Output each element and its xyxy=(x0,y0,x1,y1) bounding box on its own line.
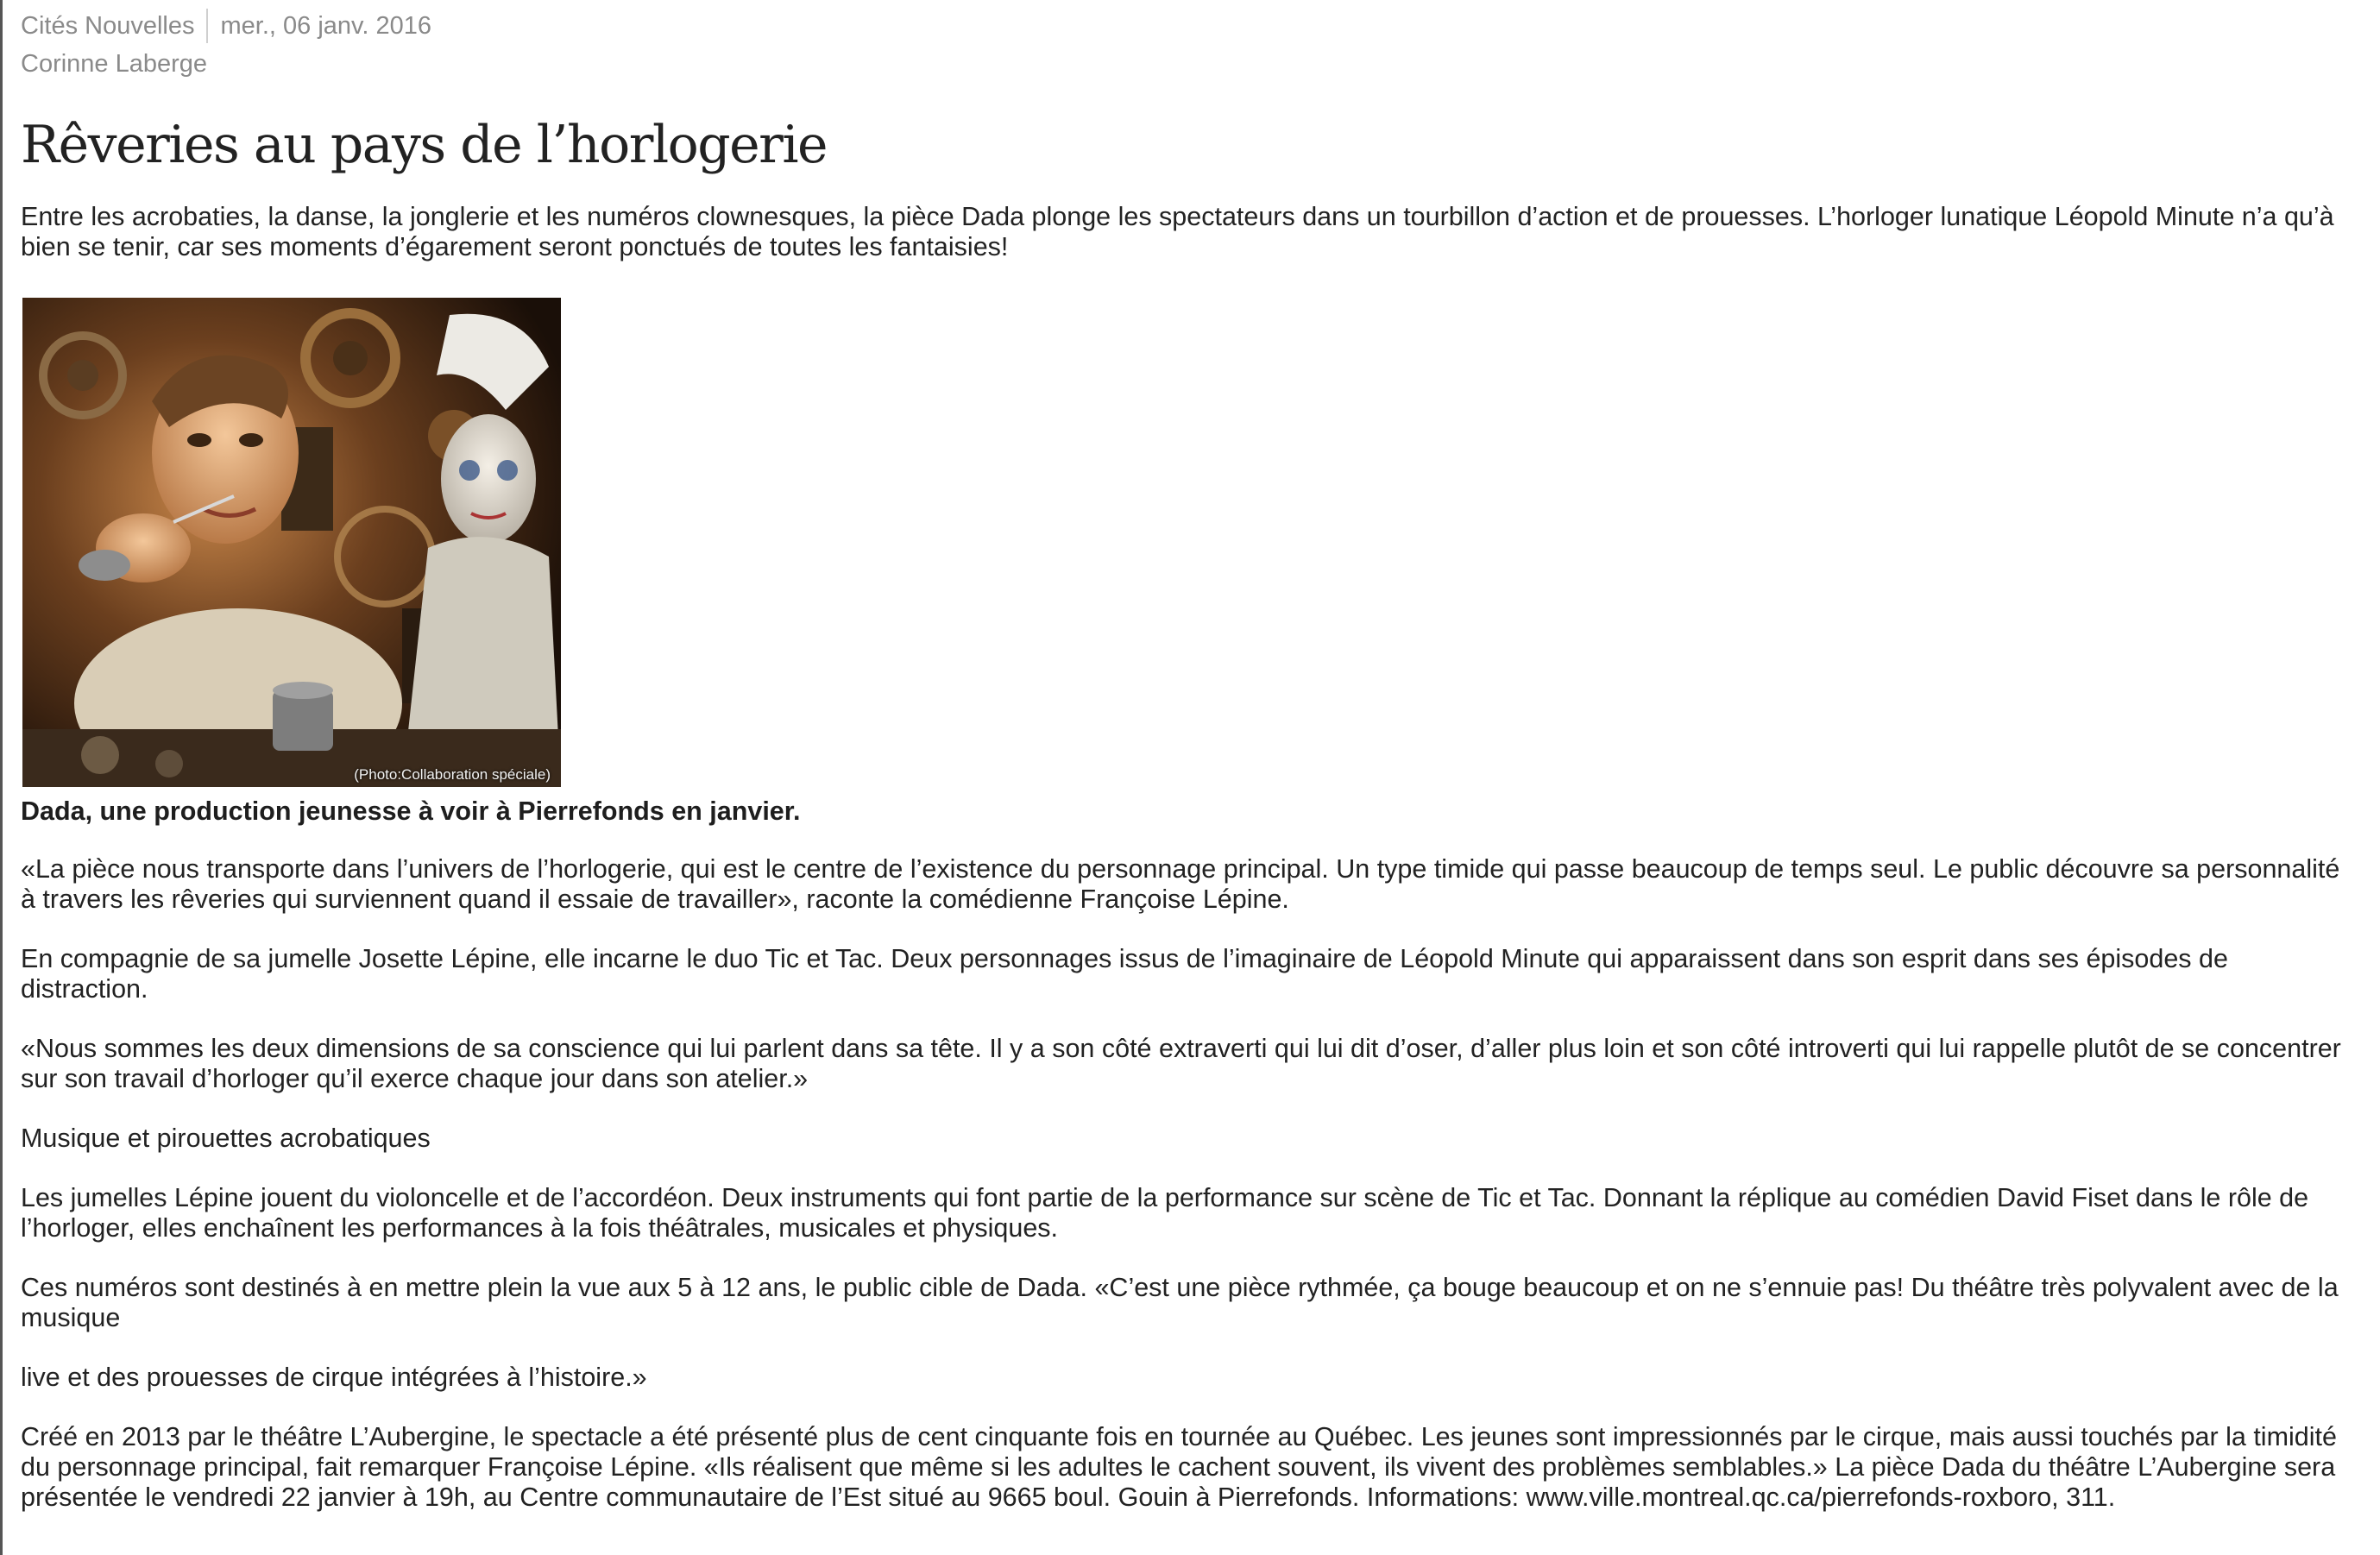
body-paragraph: «La pièce nous transporte dans l’univers de l’horlogerie, qui est le centre de l’existence du personnage principal. Un type timide qui passe beaucoup de temps seul. Le public découvre sa personnalité à travers les rêveries qui surviennent quand il essaie de travailler», raconte la comédienne Françoise Lépine. xyxy=(21,854,2340,914)
publication-name: Cités Nouvelles xyxy=(21,12,195,40)
photo-caption: Dada, une production jeunesse à voir à Pierrefonds en janvier. xyxy=(21,796,801,826)
publication-date: mer., 06 janv. 2016 xyxy=(220,12,431,40)
body-paragraph: Ces numéros sont destinés à en mettre plein la vue aux 5 à 12 ans, le public cible de Dada. «C’est une pièce rythmée, ça bouge beaucoup et on ne s’ennuie pas! Du théâtre très polyvalent avec de la musique xyxy=(21,1273,2339,1332)
body-paragraph: live et des prouesses de cirque intégrées à l’histoire.» xyxy=(21,1363,647,1392)
body-paragraph: «Nous sommes les deux dimensions de sa conscience qui lui parlent dans sa tête. Il y a son côté extraverti qui lui dit d’oser, d’aller plus loin et son côté introverti qui lui rappelle plutôt de se concentrer sur son travail d’horloger qu’il exerce chaque jour dans son atelier.» xyxy=(21,1034,2341,1093)
photo-credit: (Photo:Collaboration spéciale) xyxy=(354,766,551,783)
article-lead: Entre les acrobaties, la danse, la jonglerie et les numéros clownesques, la pièce Dada plonge les spectateurs dans un tourbillon d’action et de prouesses. L’horloger lunatique Léopold Minute n’a qu’à bien se tenir, car ses moments d’égarement seront ponctués de toutes les fantaisies! xyxy=(21,202,2334,261)
meta-divider xyxy=(206,9,208,43)
body-paragraph: En compagnie de sa jumelle Josette Lépine, elle incarne le duo Tic et Tac. Deux personnages issus de l’imaginaire de Léopold Minute qui apparaissent dans son esprit dans ses épisodes de distraction. xyxy=(21,944,2228,1004)
article-body xyxy=(21,854,2359,1542)
article-photo xyxy=(22,298,561,787)
article-meta xyxy=(21,7,431,83)
photo-illustration xyxy=(22,298,561,787)
body-paragraph: Créé en 2013 par le théâtre L’Aubergine, le spectacle a été présenté plus de cent cinquante fois en tournée au Québec. Les jeunes sont impressionnés par le cirque, mais aussi touchés par la timidité du personnage principal, fait remarquer Françoise Lépine. «Ils réalisent que même si les adultes le cachent souvent, ils vivent des problèmes semblables.» La pièce Dada du théâtre L’Aubergine sera présentée le vendredi 22 janvier à 19h, au Centre communautaire de l’Est situé au 9665 boul. Gouin à Pierrefonds. Informations: www.ville.montreal.qc.ca/pierrefonds-roxboro, 311. xyxy=(21,1422,2337,1512)
section-subheading: Musique et pirouettes acrobatiques xyxy=(21,1124,431,1153)
author-name: Corinne Laberge xyxy=(21,50,208,78)
article-title: Rêveries au pays de l’horlogerie xyxy=(21,115,828,175)
body-paragraph: Les jumelles Lépine jouent du violoncelle et de l’accordéon. Deux instruments qui font partie de la performance sur scène de Tic et Tac. Donnant la réplique au comédien David Fiset dans le rôle de l’horloger, elles enchaînent les performances à la fois théâtrales, musicales et physiques. xyxy=(21,1183,2309,1243)
